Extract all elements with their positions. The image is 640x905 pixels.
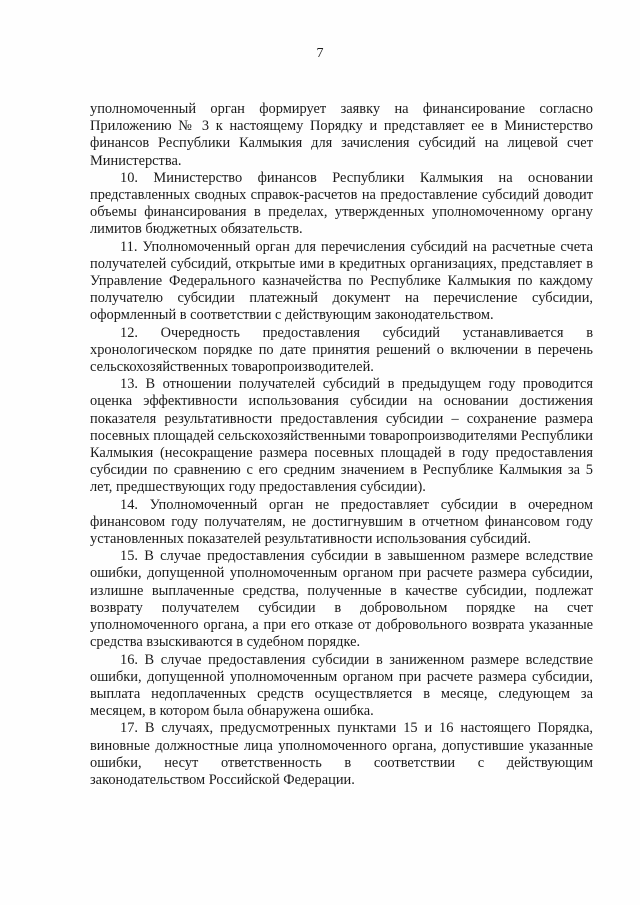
paragraph-15: 15. В случае предоставления субсидии в завышенном размере вследствие ошибки, допущенной уполномоченным органом при расчете размера субсидии, излишне выплаченные средства, полученные в качестве субсидии, подлежат возврату получателем субсидии в добровольном порядке на счет уполномоченного органа, а при его отказе от добровольного возврата указанные средства взыскиваются в судебном порядке. — [90, 548, 593, 651]
paragraph-16: 16. В случае предоставления субсидии в заниженном размере вследствие ошибки, допущенной уполномоченным органом при расчете размера субсидии, выплата недоплаченных средств осуществляется в месяце, следующем за месяцем, в котором была обнаружена ошибка. — [90, 651, 593, 720]
paragraph-17: 17. В случаях, предусмотренных пунктами 15 и 16 настоящего Порядка, виновные должностные лица уполномоченного органа, допустившие указанные ошибки, несут ответственность в соответствии с действующим законодательством Российской Федерации. — [90, 720, 593, 788]
paragraph-11: 11. Уполномоченный орган для перечисления субсидий на расчетные счета получателей субсидий, открытые ими в кредитных организациях, представляет в Управление Федерального казначейства по Республике Калмыкия по каждому получателю субсидии платежный документ на перечисление субсидии, оформленный в соответствии с действующим законодательством. — [90, 238, 593, 324]
document-body — [90, 101, 593, 789]
paragraph-continuation: уполномоченный орган формирует заявку на финансирование согласно Приложению № 3 к настоящему Порядку и представляет ее в Министерство финансов Республики Калмыкия для зачисления субсидий на лицевой счет Министерства. — [90, 101, 593, 169]
paragraph-13: 13. В отношении получателей субсидий в предыдущем году проводится оценка эффективности использования субсидии на основании достижения показателя результативности предоставления субсидии – сохранение размера посевных площадей сельскохозяйственными товаропроизводителями Республики Калмыкия (несокращение размера посевных площадей в году предоставления субсидии по сравнению с его средним значением в Республике Калмыкия за 5 лет, предшествующих году предоставления субсидии). — [90, 376, 593, 496]
paragraph-12: 12. Очередность предоставления субсидий устанавливается в хронологическом порядке по дате принятия решений о включении в перечень сельскохозяйственных товаропроизводителей. — [90, 324, 593, 376]
paragraph-14: 14. Уполномоченный орган не предоставляет субсидии в очередном финансовом году получателям, не достигнувшим в отчетном финансовом году установленных показателей результативности использования субсидий. — [90, 496, 593, 548]
page-number: 7 — [316, 46, 324, 61]
paragraph-10: 10. Министерство финансов Республики Калмыкия на основании представленных сводных справок-расчетов на предоставление субсидий доводит объемы финансирования в пределах, утвержденных уполномоченному органу лимитов бюджетных обязательств. — [90, 169, 593, 238]
